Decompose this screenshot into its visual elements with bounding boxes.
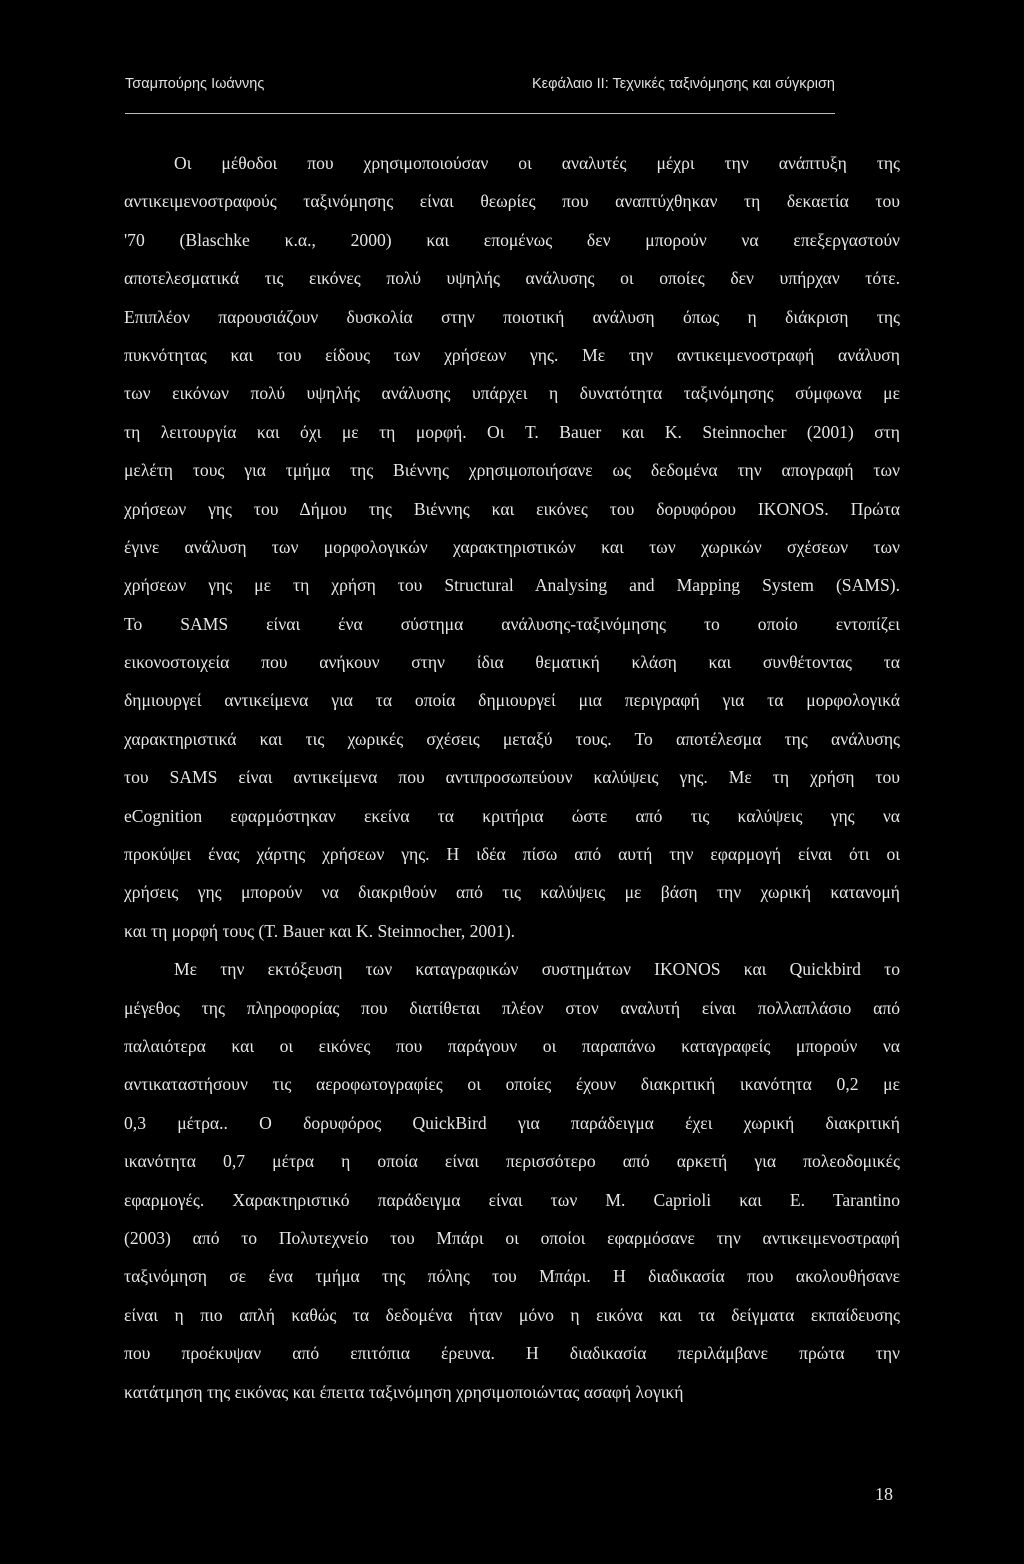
page-number: 18 <box>875 1484 893 1504</box>
text-line: Επιπλέον παρουσιάζουν δυσκολία στην ποιοτική ανάλυση όπως η διάκριση της <box>124 306 900 327</box>
paragraph <box>124 950 900 1411</box>
text-line: αντικειμενοστραφούς ταξινόμησης είναι θεωρίες που αναπτύχθηκαν τη δεκαετία του <box>124 191 900 212</box>
text-line: δημιουργεί αντικείμενα για τα οποία δημιουργεί μια περιγραφή για τα μορφολογικά <box>124 690 900 711</box>
text-line: παλαιότερα και οι εικόνες που παράγουν οι παραπάνω καταγραφείς μπορούν να <box>124 1035 900 1056</box>
body-text <box>124 144 900 1411</box>
text-line: Με την εκτόξευση των καταγραφικών συστημάτων IKONOS και Quickbird το <box>174 959 900 980</box>
text-line: ταξινόμηση σε ένα τμήμα της πόλης του Μπάρι. Η διαδικασία που ακολουθήσανε <box>124 1266 900 1287</box>
text-line: (2003) από το Πολυτεχνείο του Μπάρι οι οποίοι εφαρμόσανε την αντικειμενοστραφή <box>124 1227 900 1248</box>
text-line: του SAMS είναι αντικείμενα που αντιπροσωπεύουν καλύψεις γης. Με τη χρήση του <box>124 767 900 788</box>
text-line: προκύψει ένας χάρτης χρήσεων γης. Η ιδέα πίσω από αυτή την εφαρμογή είναι ότι οι <box>124 844 900 865</box>
text-line: των εικόνων πολύ υψηλής ανάλυσης υπάρχει η δυνατότητα ταξινόμησης σύμφωνα με <box>124 383 900 404</box>
text-line: εφαρμογές. Χαρακτηριστικό παράδειγμα είναι των M. Caprioli και E. Tarantino <box>124 1189 900 1210</box>
text-line: πυκνότητας και του είδους των χρήσεων γης. Με την αντικειμενοστραφή ανάλυση <box>124 344 900 365</box>
header-rule <box>125 113 835 114</box>
text-line: χρήσεων γης του Δήμου της Βιέννης και εικόνες του δορυφόρου IKONOS. Πρώτα <box>124 498 900 519</box>
text-line: eCognition εφαρμόστηκαν εκείνα τα κριτήρια ώστε από τις καλύψεις γης να <box>124 805 900 826</box>
text-line: αποτελεσματικά τις εικόνες πολύ υψηλής ανάλυσης οι οποίες δεν υπήρχαν τότε. <box>124 268 900 289</box>
text-line: μέγεθος της πληροφορίας που διατίθεται πλέον στον αναλυτή είναι πολλαπλάσιο από <box>124 997 900 1018</box>
text-line: '70 (Blaschke κ.α., 2000) και επομένως δεν μπορούν να επεξεργαστούν <box>124 229 900 250</box>
text-line: εικονοστοιχεία που ανήκουν στην ίδια θεματική κλάση και συνθέτοντας τα <box>124 652 900 673</box>
text-line: έγινε ανάλυση των μορφολογικών χαρακτηριστικών και των χωρικών σχέσεων των <box>124 536 900 557</box>
header-author: Τσαμπούρης Ιωάννης <box>125 76 265 92</box>
text-line: χαρακτηριστικά και τις χωρικές σχέσεις μεταξύ τους. Το αποτέλεσμα της ανάλυσης <box>124 728 900 749</box>
text-line: κατάτμηση της εικόνας και έπειτα ταξινόμηση χρησιμοποιώντας ασαφή λογική <box>124 1381 684 1402</box>
text-line: To SAMS είναι ένα σύστημα ανάλυσης-ταξινόμησης το οποίο εντοπίζει <box>124 613 900 634</box>
text-line: μελέτη τους για τμήμα της Βιέννης χρησιμοποιήσανε ως δεδομένα την απογραφή των <box>124 460 900 481</box>
header-chapter-title: Κεφάλαιο ΙΙ: Τεχνικές ταξινόμησης και σύγκριση <box>532 76 835 92</box>
text-line: αντικαταστήσουν τις αεροφωτογραφίες οι οποίες έχουν διακριτική ικανότητα 0,2 με <box>124 1074 900 1095</box>
text-line: τη λειτουργία και όχι με τη μορφή. Οι T. Bauer και K. Steinnocher (2001) στη <box>124 421 900 442</box>
running-header <box>125 76 835 98</box>
text-line: χρήσεις γης μπορούν να διακριθούν από τις καλύψεις με βάση την χωρική κατανομή <box>124 882 900 903</box>
text-line: είναι η πιο απλή καθώς τα δεδομένα ήταν μόνο η εικόνα και τα δείγματα εκπαίδευσης <box>124 1304 900 1325</box>
text-line: χρήσεων γης με τη χρήση του Structural Analysing and Mapping System (SAMS). <box>124 575 900 596</box>
paragraph <box>124 144 900 950</box>
text-line: που προέκυψαν από επιτόπια έρευνα. Η διαδικασία περιλάμβανε πρώτα την <box>124 1343 900 1364</box>
text-line: 0,3 μέτρα.. Ο δορυφόρος QuickBird για παράδειγμα έχει χωρική διακριτική <box>124 1112 900 1133</box>
text-line: Οι μέθοδοι που χρησιμοποιούσαν οι αναλυτές μέχρι την ανάπτυξη της <box>174 153 900 173</box>
text-line: και τη μορφή τους (T. Bauer και K. Steinnocher, 2001). <box>124 920 516 941</box>
text-line: ικανότητα 0,7 μέτρα η οποία είναι περισσότερο από αρκετή για πολεοδομικές <box>124 1151 900 1172</box>
